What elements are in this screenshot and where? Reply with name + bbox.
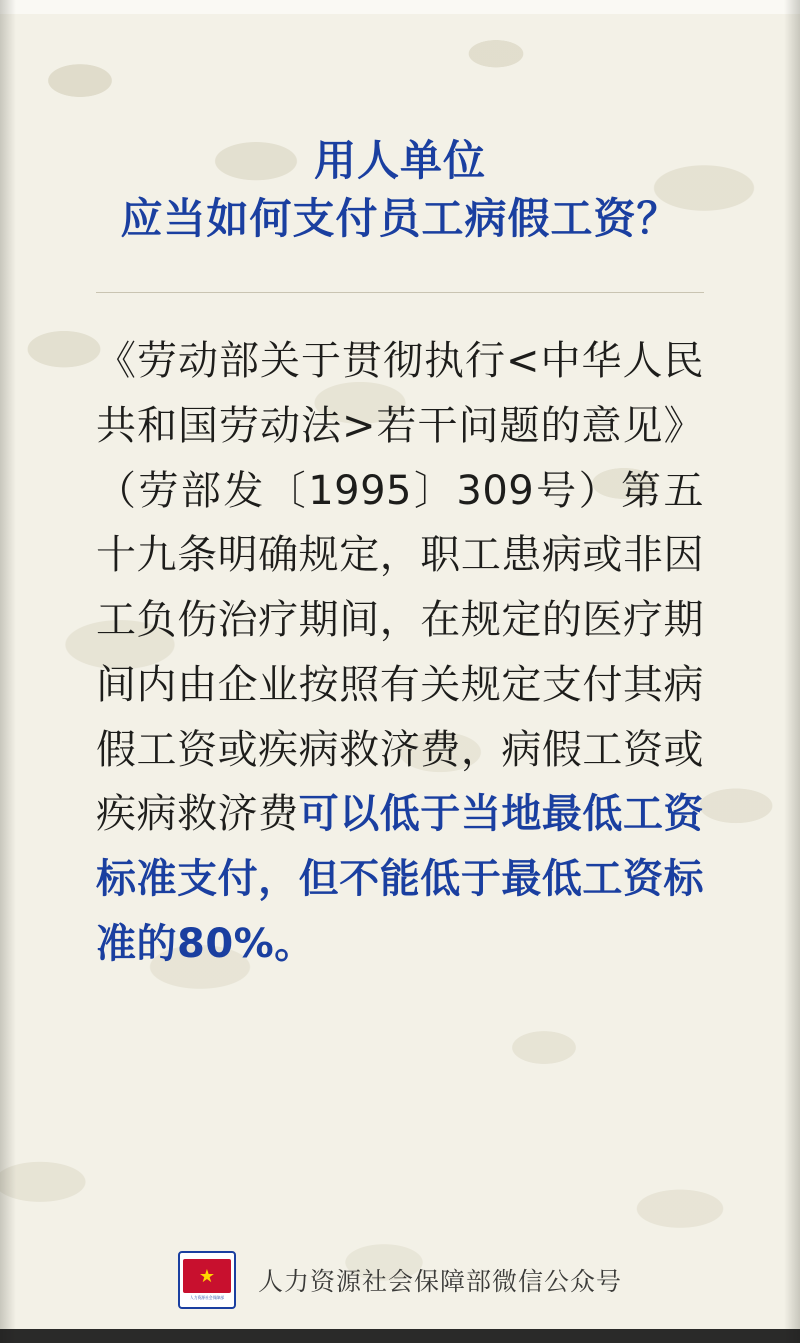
emblem-caption: 人力资源社会保障部 [189, 1295, 225, 1300]
bottom-chrome-strip [0, 1329, 800, 1343]
body-text-regular: 《劳动部关于贯彻执行<中华人民共和国劳动法>若干问题的意见》（劳部发〔1995〕309号）第五十九条明确规定，职工患病或非因工负伤治疗期间，在规定的医疗期间内由企业按照有关规定支付其病假工资或疾病救济费，病假工资或疾病救济费 [96, 337, 704, 838]
emblem-banner [183, 1259, 231, 1293]
body-paragraph [96, 329, 704, 977]
footer-source-label: 人力资源社会保障部微信公众号 [257, 1267, 622, 1296]
body-text-highlight: 可以低于当地最低工资标准支付，但不能低于最低工资标准的80%。 [96, 791, 705, 968]
star-icon: ★ [198, 1266, 216, 1286]
title-divider [96, 292, 704, 293]
title-block [96, 0, 704, 293]
national-emblem-icon [178, 1251, 236, 1309]
page-title-line-1: 用人单位 [313, 136, 486, 185]
page-title-line-2: 应当如何支付员工病假工资？ [120, 193, 680, 243]
footer [0, 1251, 800, 1309]
